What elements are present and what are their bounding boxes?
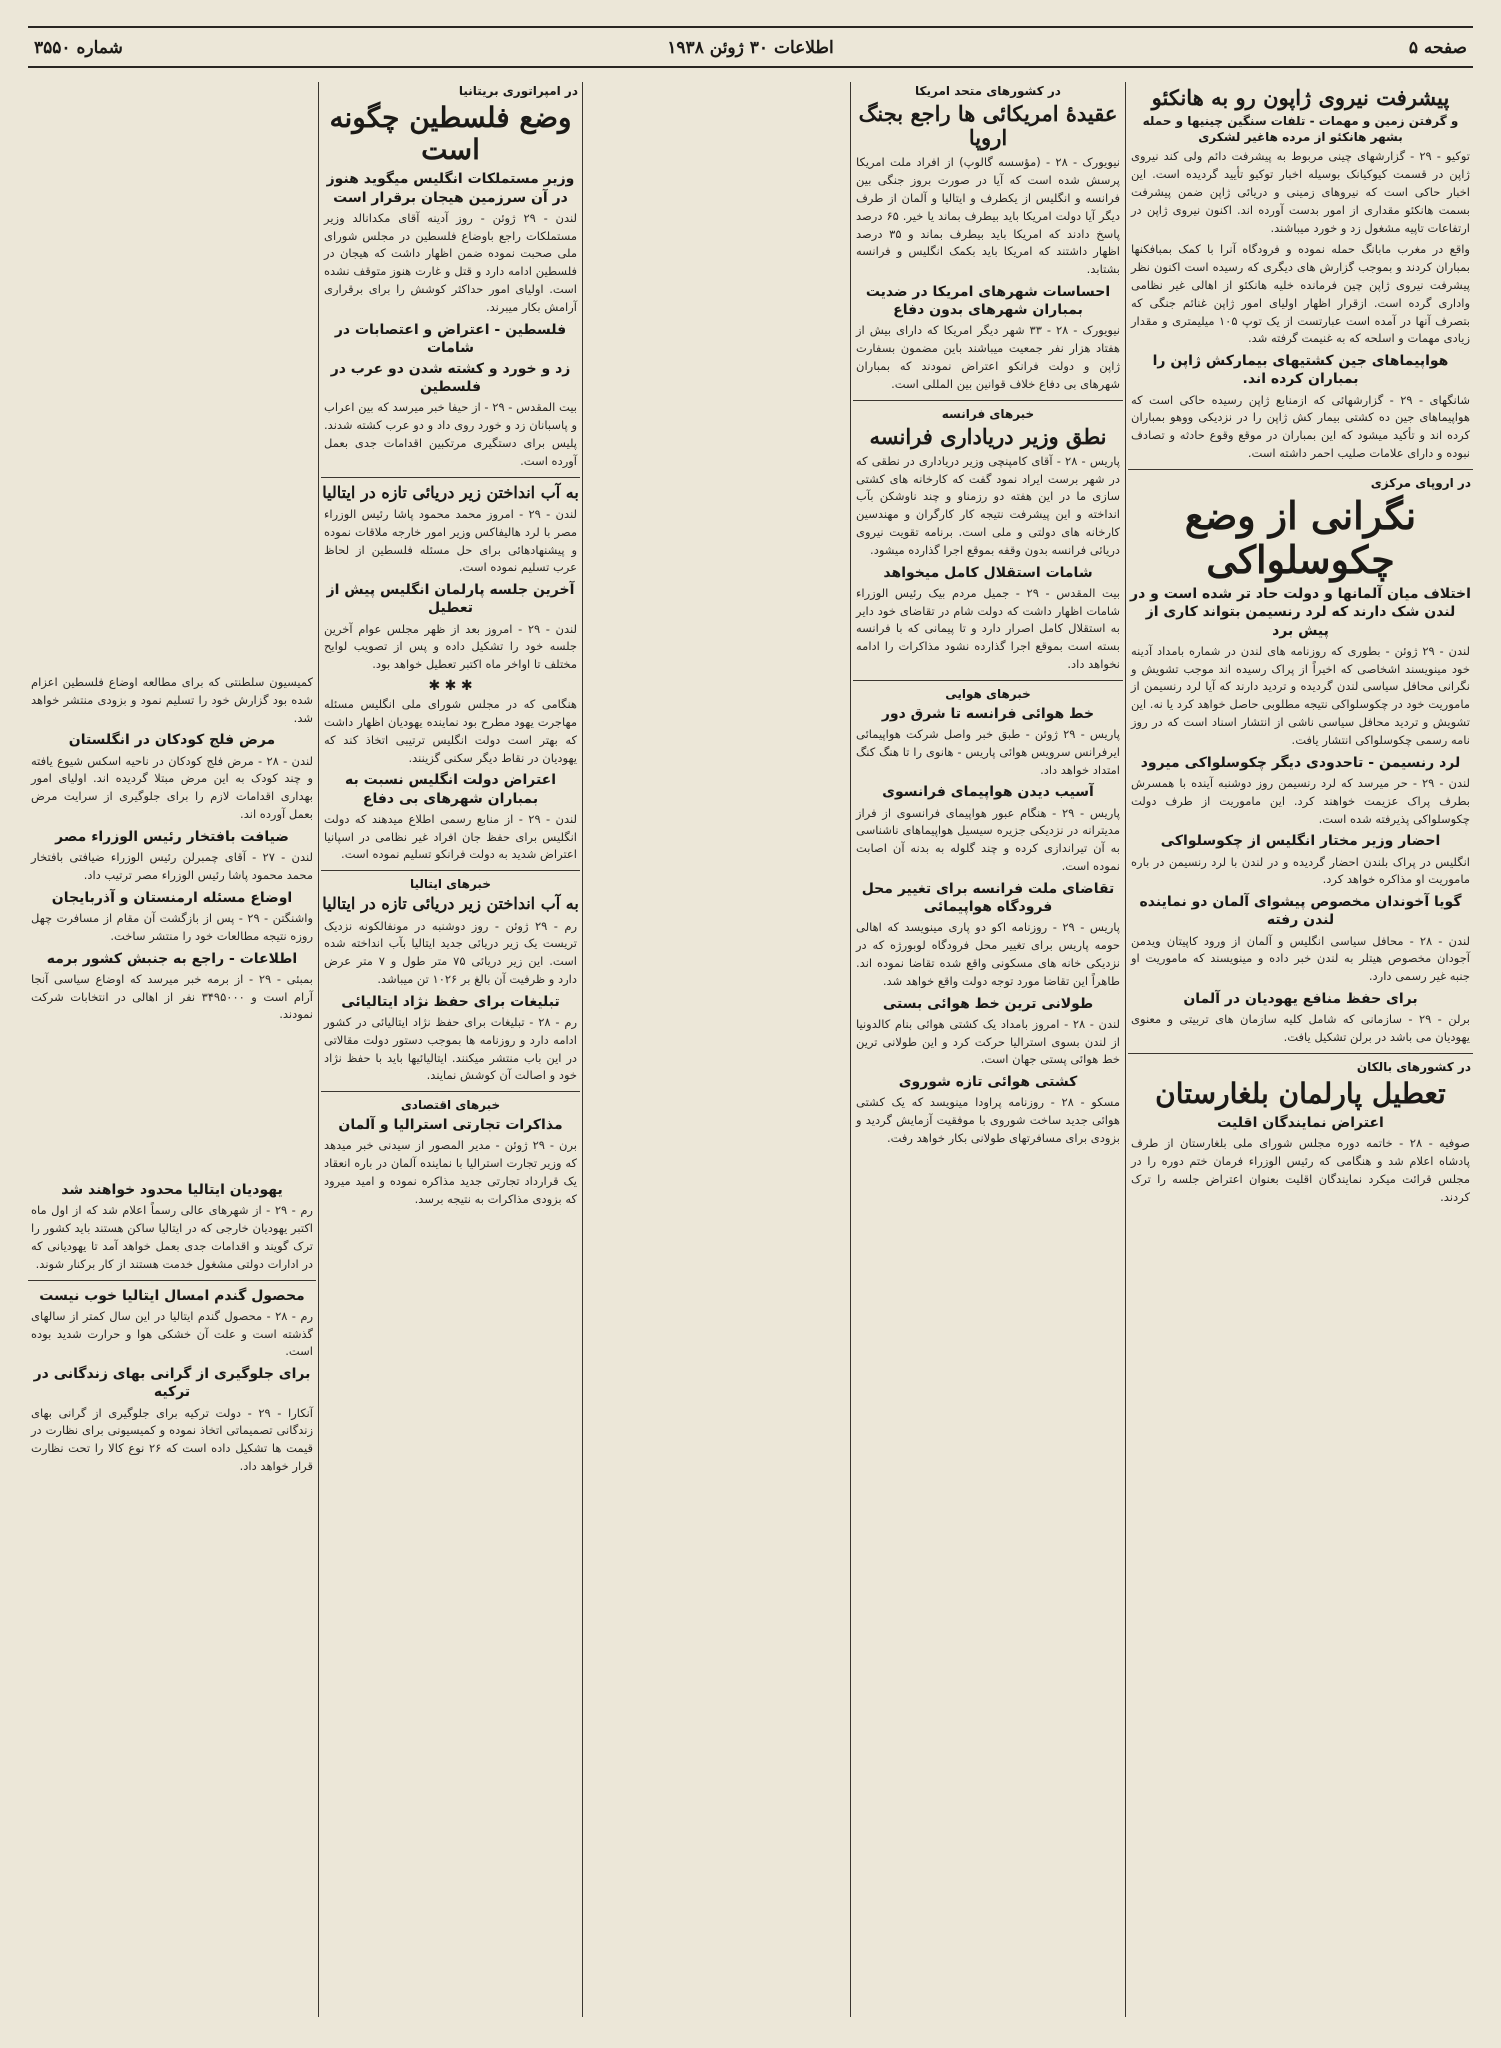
article-body: نیویورک - ۲۸ - ۳۳ شهر دیگر امریکا که دارای بیش از هفتاد هزار نفر جمعیت میباشند باین مضمون بسفارت ژاپن و دولت فرانکو اعتراض نمودند که بمباران شهرهای بی دفاع خلاف قوانین بین المللی است.	[856, 323, 1121, 391]
article-body: پاریس - ۲۹ - روزنامه اکو دو پاری مینویسد که اهالی حومه پاریس برای تغییر محل فرودگاه لوبورژه که در نزدیکی خانه های مسکونی واقع شده تقاضا نموده اند. طاهراً این تقاضا مورد توجه دولت واقع خواهد شد.	[856, 920, 1120, 988]
article-body: لندن - ۲۹ - امروز محمد محمود پاشا رئیس الوزراء مصر با لرد هالیفاکس وزیر امور خارجه ملاقات نموده و پیشنهادهائی برای حل مسئله فلسطین از لحاظ عرب تسلیم نموده است.	[324, 507, 578, 575]
article-heading: گویا آخوندان مخصوص پیشوای آلمان دو نماینده لندن رفته	[1139, 894, 1462, 929]
article-body: شانگهای - ۲۹ - گزارشهائی که ازمنابع ژاپن رسیده حاکی است که هواپیماهای جین ده کشتی بیمار کش ژاپن را در نزدیکی ووهو بمباران کرده اند و تأکید میشود که این بمباران در موقع وقوع حادثه و تصادف نبوده و دارای علامات صلیب احمر داشته است.	[1131, 392, 1470, 461]
section-label: در امپراتوری بریتانیا	[458, 84, 578, 98]
article-body: لندن - ۲۸ - مرض فلج کودکان در ناحیه اسکس شیوع یافته و چند کودک به این مرض مبتلا گردیده اند. اولیای امور بهداری اقدامات لازم را برای جلوگیری از سرایت مرض بعمل آورده اند.	[31, 753, 313, 822]
article-heading: برای حفظ منافع یهودیان در آلمان	[1183, 990, 1418, 1007]
column-rule	[850, 82, 851, 2017]
article-body: رم - ۲۸ - تبلیغات برای حفظ نژاد ایتالیائی در کشور ادامه دارد و روزنامه ها بموجب دستور دولت مقالاتی در این باب منتشر میکنند. ایتالیائیها باید با حفظ نژاد خود و اصالت آن کوشش نمایند.	[324, 1014, 578, 1083]
article-heading: خط هوائی فرانسه تا شرق دور	[881, 705, 1095, 722]
article-body: کمیسیون سلطنتی که برای مطالعه اوضاع فلسطین اعزام شده بود گزارش خود را تسلیم نمود و بزودی منتشر خواهد شد.	[31, 675, 313, 725]
article-heading: مرض فلج کودکان در انگلستان	[68, 732, 276, 749]
article-body: رم - ۲۹ ژوئن - روز دوشنبه در مونفالکونه نزدیک تریست یک زیر دریائی جدید ایتالیا بآب انداخته شده است. این زیر دریائی ۷۵ متر طول و ۷ متر عرض دارد و ظرفیت آن بالغ بر ۱۰۲۶ تن میباشد.	[324, 918, 578, 986]
article-heading: فلسطین - اعتراض و اعتصابات در شامات	[334, 321, 567, 356]
article-body: برن - ۲۹ ژوئن - مدیر المصور از سیدنی خبر میدهد که وزیر تجارت استرالیا با نماینده آلمان در باره انعقاد یک قرارداد تجارتی جدید مذاکره نموده و امید میرود که بزودی مذاکرات به نتیجه برسد.	[324, 1138, 577, 1206]
article-body: واشنگتن - ۲۹ - پس از بازگشت آن مقام از مسافرت چهل روزه نتیجه مطالعات خود را منتشر ساخت.	[31, 910, 314, 943]
article-body: آنکارا - ۲۹ - دولت ترکیه برای جلوگیری از گرانی بهای زندگانی تصمیماتی اتخاذ نموده و کمیسیونی برای نظارت در قیمت ها تشکیل داده است که ۲۶ نوع کالا را تحت نظارت قرار خواهد داد.	[31, 1405, 314, 1473]
article-body: مسکو - ۲۸ - روزنامه پراودا مینویسد که یک کشتی هوائی جدید ساخت شوروی با موفقیت آزمایش گردید و بزودی برای مسافرتهای طولانی بکار خواهد رفت.	[856, 1095, 1121, 1145]
article-body: پاریس - ۲۹ - هنگام عبور هواپیمای فرانسوی از فراز مدیترانه در نزدیکی جزیره سیسیل هواپیماهای ناشناسی به آن تیراندازی کرده و چند گلوله به بدنه آن اصابت نموده است.	[856, 805, 1120, 874]
article-heading: محصول گندم امسال ایتالیا خوب نیست	[39, 1287, 305, 1304]
article-heading: برای جلوگیری از گرانی بهای زندگانی در ترکیه	[33, 1366, 311, 1401]
divider	[321, 477, 580, 478]
subhead-japan: و گرفتن زمین و مهمات - تلفات سنگین چینیها و حمله بشهر هانکئو از مرده هاغیر لشکری	[1142, 114, 1459, 144]
headline-france-navy: نطق وزیر دریاداری فرانسه	[869, 423, 1107, 449]
column-rule	[318, 82, 319, 2017]
divider	[1128, 469, 1473, 470]
headline-czechoslovakia: نگرانی از وضع چکوسلواکی	[1184, 492, 1417, 582]
star-divider: ✱ ✱ ✱	[428, 678, 473, 695]
article-heading: هواپیماهای جین کشتیهای بیمارکش ژاپن را بمباران کرده اند.	[1152, 353, 1449, 388]
article-heading: یهودیان ایتالیا محدود خواهند شد	[61, 1182, 283, 1199]
newspaper-page	[28, 26, 1473, 2024]
column-2	[853, 82, 1123, 2017]
divider	[853, 680, 1123, 681]
article-heading: زد و خورد و کشته شدن دو عرب در فلسطین	[330, 361, 571, 396]
article-body: توکیو - ۲۹ - گزارشهای چینی مربوط به پیشرفت دائم ولی کند نیروی ژاپن در قسمت کیوکیانک بوسیله اخبار توکیو تأیید گردیده است. این اخبار حاکی است که نیروهای زمینی و دریائی ژاپن ضمن پیشرفت بسمت هانکئو مقداری از امور بدست آورده اند. اکنون نیروی ژاپن در ارتفاعات تاپیه مشغول زد و خورد میباشند.	[1131, 149, 1470, 235]
subhead-palestine: وزیر مستملکات انگلیس میگوید هنوز در آن سرزمین هیجان برقرار است	[326, 171, 575, 206]
article-body: بیت المقدس - ۲۹ - از حیفا خبر میرسد که بین اعراب و پاسبانان زد و خورد روی داد و دو عرب کشته شدند. پلیس برای دستگیری مرتکبین اقدامات جدی بعمل آورده است.	[324, 400, 577, 468]
headline-palestine: وضع فلسطین چگونه است	[329, 101, 572, 167]
article-body: بیت المقدس - ۲۹ - جمیل مردم بیک رئیس الوزراء شامات اظهار داشت که دولت شام در تقاضای خود دایر به استقلال کامل اصرار دارد و تا پیمانی که با فرانسه بسته است بموقع اجرا گذارده نشود مذاکرات را ادامه نخواهد داد.	[856, 585, 1120, 672]
column-rule	[582, 82, 583, 2017]
article-body: رم - ۲۸ - محصول گندم ایتالیا در این سال کمتر از سالهای گذشته است و علت آن خشکی هوا و حرارت شدید بوده است.	[31, 1308, 313, 1359]
article-heading: طولانی ترین خط هوائی بستی	[882, 995, 1094, 1012]
article-body: پاریس - ۲۹ ژوئن - طبق خبر واصل شرکت هواپیمائی ایرفرانس سرویس هوائی پاریس - هانوی را تا هنگ کنگ امتداد خواهد داد.	[856, 727, 1120, 777]
issue-date: اطلاعات ۳۰ ژوئن ۱۹۳۸	[667, 38, 834, 58]
section-label: در کشورهای بالکان	[1356, 1059, 1471, 1074]
article-body: لندن - ۲۹ - حر میرسد که لرد رنسیمن روز دوشنبه آینده با همسرش بطرف پراک عزیمت خواهند کرد. این ماموریت از طرف دولت چکوسلواکی پذیرفته شده است.	[1131, 775, 1470, 826]
section-label: در اروپای مرکزی	[1370, 475, 1471, 490]
article-heading: لرد رنسیمن - تاحدودی دیگر چکوسلواکی میرود	[1140, 754, 1461, 771]
article-body: رم - ۲۹ - از شهرهای عالی رسماً اعلام شد که از اول ماه اکتبر یهودیان خارجی که در ایتالیا ساکن هستند باید کشور را ترک گویند و اقدامات جدی بعمل خواهد آمد تا یهودیانی که در ادارات دولتی مشغول خدمت هستند از کار برکنار شوند.	[31, 1203, 313, 1271]
article-body: هنگامی که در مجلس شورای ملی انگلیس مسئله مهاجرت یهود مطرح بود نماینده یهودیان اظهار داشت که بهتر است دولت انگلیس ترتیبی اتخاذ کند که یهودیان در نقاط دیگر سکنی گزینند.	[324, 697, 577, 765]
headline-america: عقیدهٔ امریکائی ها راجع بجنگ اروپا	[858, 101, 1118, 151]
article-heading: مذاکرات تجارتی استرالیا و آلمان	[338, 1117, 563, 1134]
article-heading: احساسات شهرهای امریکا در ضدیت بمباران شهرهای بدون دفاع	[865, 283, 1111, 319]
page-number: صفحه ۵	[1408, 38, 1467, 58]
article-heading: تبلیغات برای حفظ نژاد ایتالیائی	[341, 993, 560, 1010]
divider	[321, 870, 580, 871]
column-4	[28, 82, 316, 2017]
article-heading: اطلاعات - راجع به جنبش کشور برمه	[46, 950, 298, 967]
article-body: نیویورک - ۲۸ - (مؤسسه گالوپ) از افراد ملت امریکا پرسش شده است که آیا در صورت بروز جنگی بین فرانسه و انگلیس از یکطرف و ایتالیا و آلمان از طرف دیگر آیا دولت امریکا باید بیطرف بماند یا خیر. ۶۵ درصد پاسخ دادند که امریکا باید بیطرف بماند و ۳۵ درصد اظهار داشتند که امریکا باید بکمک انگلیس و فرانسه بشتابد.	[856, 155, 1120, 277]
headline-egypt-proposals: به آب انداختن زیر دریائی تازه در ایتالیا	[322, 482, 579, 502]
section-label: در کشورهای متحد امریکا	[915, 84, 1061, 98]
headline-bulgaria: تعطیل پارلمان بلغارستان	[1155, 1076, 1446, 1110]
divider	[28, 1280, 316, 1281]
divider	[853, 400, 1123, 401]
column-rule	[1125, 82, 1126, 2017]
article-body: برلن - ۲۹ - سازمانی که شامل کلیه سازمان های تربیتی و معنوی یهودیان می باشد در برلن تشکیل یافت.	[1131, 1012, 1471, 1044]
column-1	[1128, 82, 1473, 2017]
column-3	[321, 82, 580, 2017]
article-heading: احضار وزیر مختار انگلیس از چکوسلواکی	[1160, 833, 1441, 850]
page-header	[28, 32, 1473, 68]
article-body: لندن - ۲۹ - از منابع رسمی اطلاع میدهند که دولت انگلیس برای حفظ جان افراد غیر نظامی در اسپانیا اعتراض شدید به دولت فرانکو تسلیم نموده است.	[324, 811, 577, 862]
divider	[1128, 1053, 1473, 1054]
article-body: لندن - ۲۸ - محافل سیاسی انگلیس و آلمان از ورود کاپیتان ویدمن آجودان مخصوص هیتلر به لندن خبر داده و مینویسند که ماموریت او جنبه غیر رسمی دارد.	[1131, 933, 1470, 984]
headline-japan-hankow: پیشرفت نیروی ژاپون رو به هانکئو	[1151, 85, 1450, 110]
article-body: لندن - ۲۸ - امروز بامداد یک کشتی هوائی بنام کالدونیا از لندن بسوی استرالیا حرکت کرد و این طولانی ترین خط هوائی پستی جهان است.	[856, 1016, 1121, 1067]
article-body: صوفیه - ۲۸ - خاتمه دوره مجلس شورای ملی بلغارستان از طرف پادشاه اعلام شد و هنگامی که رئیس الوزراء فرمان ختم دوره را در مجلس قرائت میکرد نمایندگان اقلیت بعنوان اعتراض جلسه را ترک کردند.	[1131, 1136, 1470, 1204]
section-label: خبرهای فرانسه	[941, 406, 1035, 421]
spacer	[28, 82, 316, 672]
section-label: خبرهای ایتالیا	[410, 877, 491, 892]
article-heading: اعتراض دولت انگلیس نسبت به بمباران شهرهای بی دفاع	[344, 772, 557, 807]
article-body: انگلیس در پراک بلندن احضار گردیده و در لندن با لرد رنسیمن در باره ماموریت او مذاکره خواهد کرد.	[1131, 854, 1470, 887]
article-heading: شامات استقلال کامل میخواهد	[883, 564, 1093, 581]
article-body: لندن - ۲۹ ژوئن - بطوری که روزنامه های لندن در شماره بامداد آدینه خود مینویسند اشخاصی که اخیراً از پراک رسیده اند موجب تشویش و نگرانی محافل سیاسی لندن گردیده و تردید دارند که آیا لرد رنسیمن از ماموریت خود در چکوسلواکی نتیجه مطلوبی حاصل خواهد کرد یا نه. این تشویش و تردید محافل سیاسی ناشی از انتشار اسناد است که در روز نامه رسمی چکوسلواکی انتشار یافت.	[1130, 643, 1470, 747]
article-body: لندن - ۲۷ - آقای چمبرلن رئیس الوزراء ضیافتی بافتخار محمد محمود پاشا رئیس الوزراء مصر ترتیب داد.	[31, 850, 313, 882]
article-heading: ضیافت بافتخار رئیس الوزراء مصر	[55, 828, 289, 845]
article-body: واقع در مغرب مابانگ حمله نموده و فرودگاه آنرا با کمک بمبافکنها بمباران کردند و بموجب گزارش های دیگری که رسیده است اکنون نظر پیشرفت نیروی ژاپن چین فرمانده خلیه هانکئو از اهالی غیر نظامی واداری گرده است. ازقرار اظهار اولیای امور ژاپن غنائم جنگی که بتصرف آنها در آمده است عبارتست از یک توپ ۱۰۵ میلیمتری و مقدار زیادی مهمات و اسلحه که به غنیمت گرفته شد.	[1131, 242, 1471, 346]
article-heading: اوضاع مسئله ارمنستان و آذربایجان	[51, 889, 293, 906]
article-heading: کشتی هوائی تازه شوروی	[898, 1074, 1078, 1091]
article-body: بمبئی - ۲۹ - از برمه خبر میرسد که اوضاع سیاسی آنجا آرام است و ۳۴۹۵۰۰۰ نفر از اهالی در انتخابات شرکت نمودند.	[31, 971, 313, 1022]
subhead-czechoslovakia: اختلاف میان آلمانها و دولت حاد تر شده است و در لندن شک دارند که لرد رنسیمن بتواند کاری از پیش برد	[1130, 586, 1471, 639]
section-label: خبرهای هوایی	[945, 686, 1031, 701]
article-heading: آسیب دیدن هواپیمای فرانسوی	[882, 784, 1094, 801]
issue-number: شماره ۳۵۵۰	[34, 38, 123, 58]
article-body: لندن - ۲۹ ژوئن - روز آدینه آقای مکدانالد وزیر مستملکات راجع باوضاع فلسطین در مجلس شورای ملی صحبت نموده ضمن اظهار داشت که هیجان در فلسطین ادامه دارد و قتل و غارت هنوز متوقف نشده است. اولیای امور حداکثر کوشش را برای برقراری آرامش بکار میبرند.	[324, 210, 577, 314]
article-heading: تقاضای ملت فرانسه برای تغییر محل فرودگاه هواپیمائی	[861, 880, 1115, 916]
article-heading: آخرین جلسه پارلمان انگلیس پیش از تعطیل	[326, 582, 575, 617]
headline-italy-submarine: به آب انداختن زیر دریائی تازه در ایتالیا	[322, 894, 579, 914]
article-body: پاریس - ۲۸ - آقای کامپنچی وزیر دریاداری در نطقی که در شهر برست ایراد نمود گفت که کارخانه های کشتی سازی ما در این هفته دو رزمناو و چند ناوشکن بآب انداخته و این پیشرفت نتیجه کار کارگران و مهندسین کارخانه های دولتی و ملی است. برنامه تقویت نیروی دریائی فرانسه بدون وقفه بموقع اجرا گذارده میشود.	[856, 453, 1120, 557]
subhead-bulgaria: اعتراض نمایندگان اقلیت	[1217, 1114, 1384, 1131]
divider	[321, 1091, 580, 1092]
spacer	[28, 1028, 316, 1178]
article-body: لندن - ۲۹ - امروز بعد از ظهر مجلس عوام آخرین جلسه خود را تشکیل داده و پس از تصویب لوایح مختلف تا اواخر ماه اکتبر تعطیل خواهد بود.	[324, 621, 578, 672]
section-label: خبرهای اقتصادی	[400, 1098, 501, 1113]
